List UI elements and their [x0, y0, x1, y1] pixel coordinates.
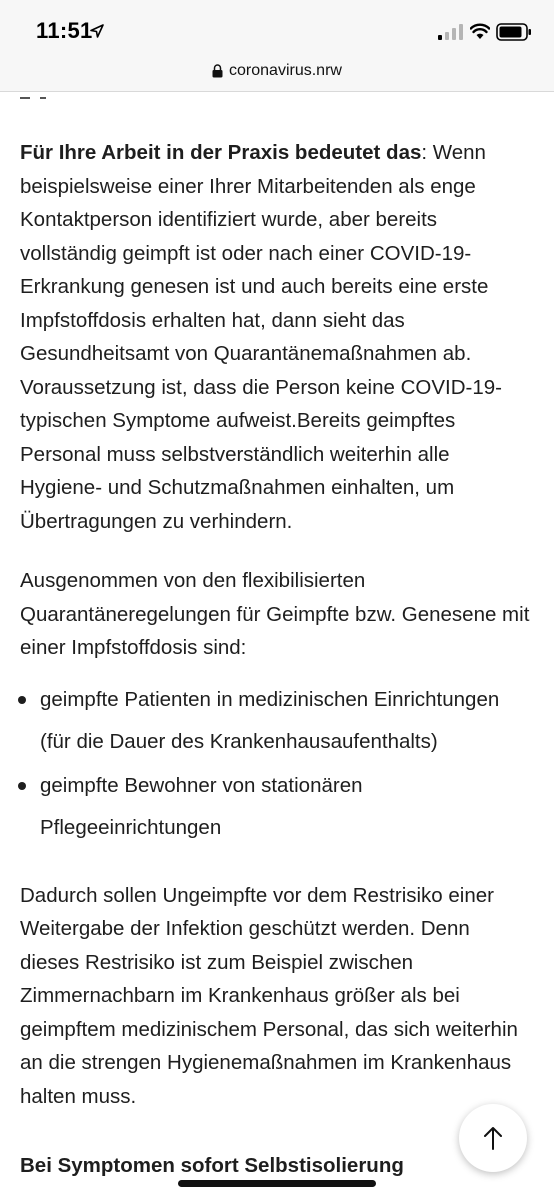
paragraph-residual-risk: Dadurch sollen Ungeimpfte vor dem Restrisiko einer Weitergabe der Infektion geschützt werden. Denn dieses Restrisiko ist zum Beispiel zwischen Zimmernachbarn im Krankenhaus größer als bei geimpftem medizinischem Personal, das sich weiterhin an die strengen Hygienemaßnahmen im Krankenhaus halten muss.: [20, 883, 518, 1108]
battery-icon: [496, 22, 532, 42]
paragraph-exceptions: Ausgenommen von den flexibilisierten Quarantäneregelungen für Geimpfte bzw. Genesene mit einer Impfstoffdosis sind:: [20, 569, 530, 659]
list-item: [20, 765, 530, 849]
status-time: 11:51: [36, 18, 93, 43]
bullet-dot: [18, 782, 26, 790]
article-content: [20, 136, 530, 1139]
address-bar[interactable]: [0, 58, 554, 84]
browser-top-bar: [0, 0, 554, 92]
scroll-to-top-button[interactable]: [459, 1104, 527, 1172]
bullet-dot: [18, 696, 26, 704]
paragraph-practice-text: : Wenn beispielsweise einer Ihrer Mitarbeitenden als enge Kontaktperson identifiziert wurde, aber bereits vollständig geimpft ist oder nach einer COVID-19-Erkrankung genesen ist und auch bereits eine erste Impfstoffdosis erhalten hat, dann sieht das Gesundheitsamt von Quarantänemaßnahmen ab. Voraussetzung ist, dass die Person keine COVID-19-typischen Symptome aufweist.Bereits geimpftes Personal muss selbstverständlich weiterhin alle Hygiene- und Schutzmaßnahmen einhalten, um Übertragungen zu verhindern.: [20, 141, 502, 533]
list-item-text: geimpfte Patienten in medizinischen Einrichtungen (für die Dauer des Krankenhausaufenthalts): [40, 687, 500, 753]
list-item: [20, 679, 530, 763]
lock-icon: [212, 64, 223, 78]
paragraph-practice: [20, 136, 530, 538]
cellular-signal-icon: [438, 24, 464, 40]
url-domain: coronavirus.nrw: [229, 62, 342, 79]
exception-list: [20, 679, 530, 849]
wifi-icon: [470, 22, 490, 40]
arrow-up-icon: [483, 1125, 503, 1151]
home-indicator[interactable]: [178, 1180, 376, 1187]
section-heading-symptoms: Bei Symptomen sofort Selbstisolierung: [20, 1154, 404, 1177]
list-item-text: geimpfte Bewohner von stationären Pflegeeinrichtungen: [40, 773, 363, 839]
location-arrow-icon: [90, 24, 104, 38]
paragraph-practice-bold: Für Ihre Arbeit in der Praxis bedeutet das: [20, 141, 422, 164]
